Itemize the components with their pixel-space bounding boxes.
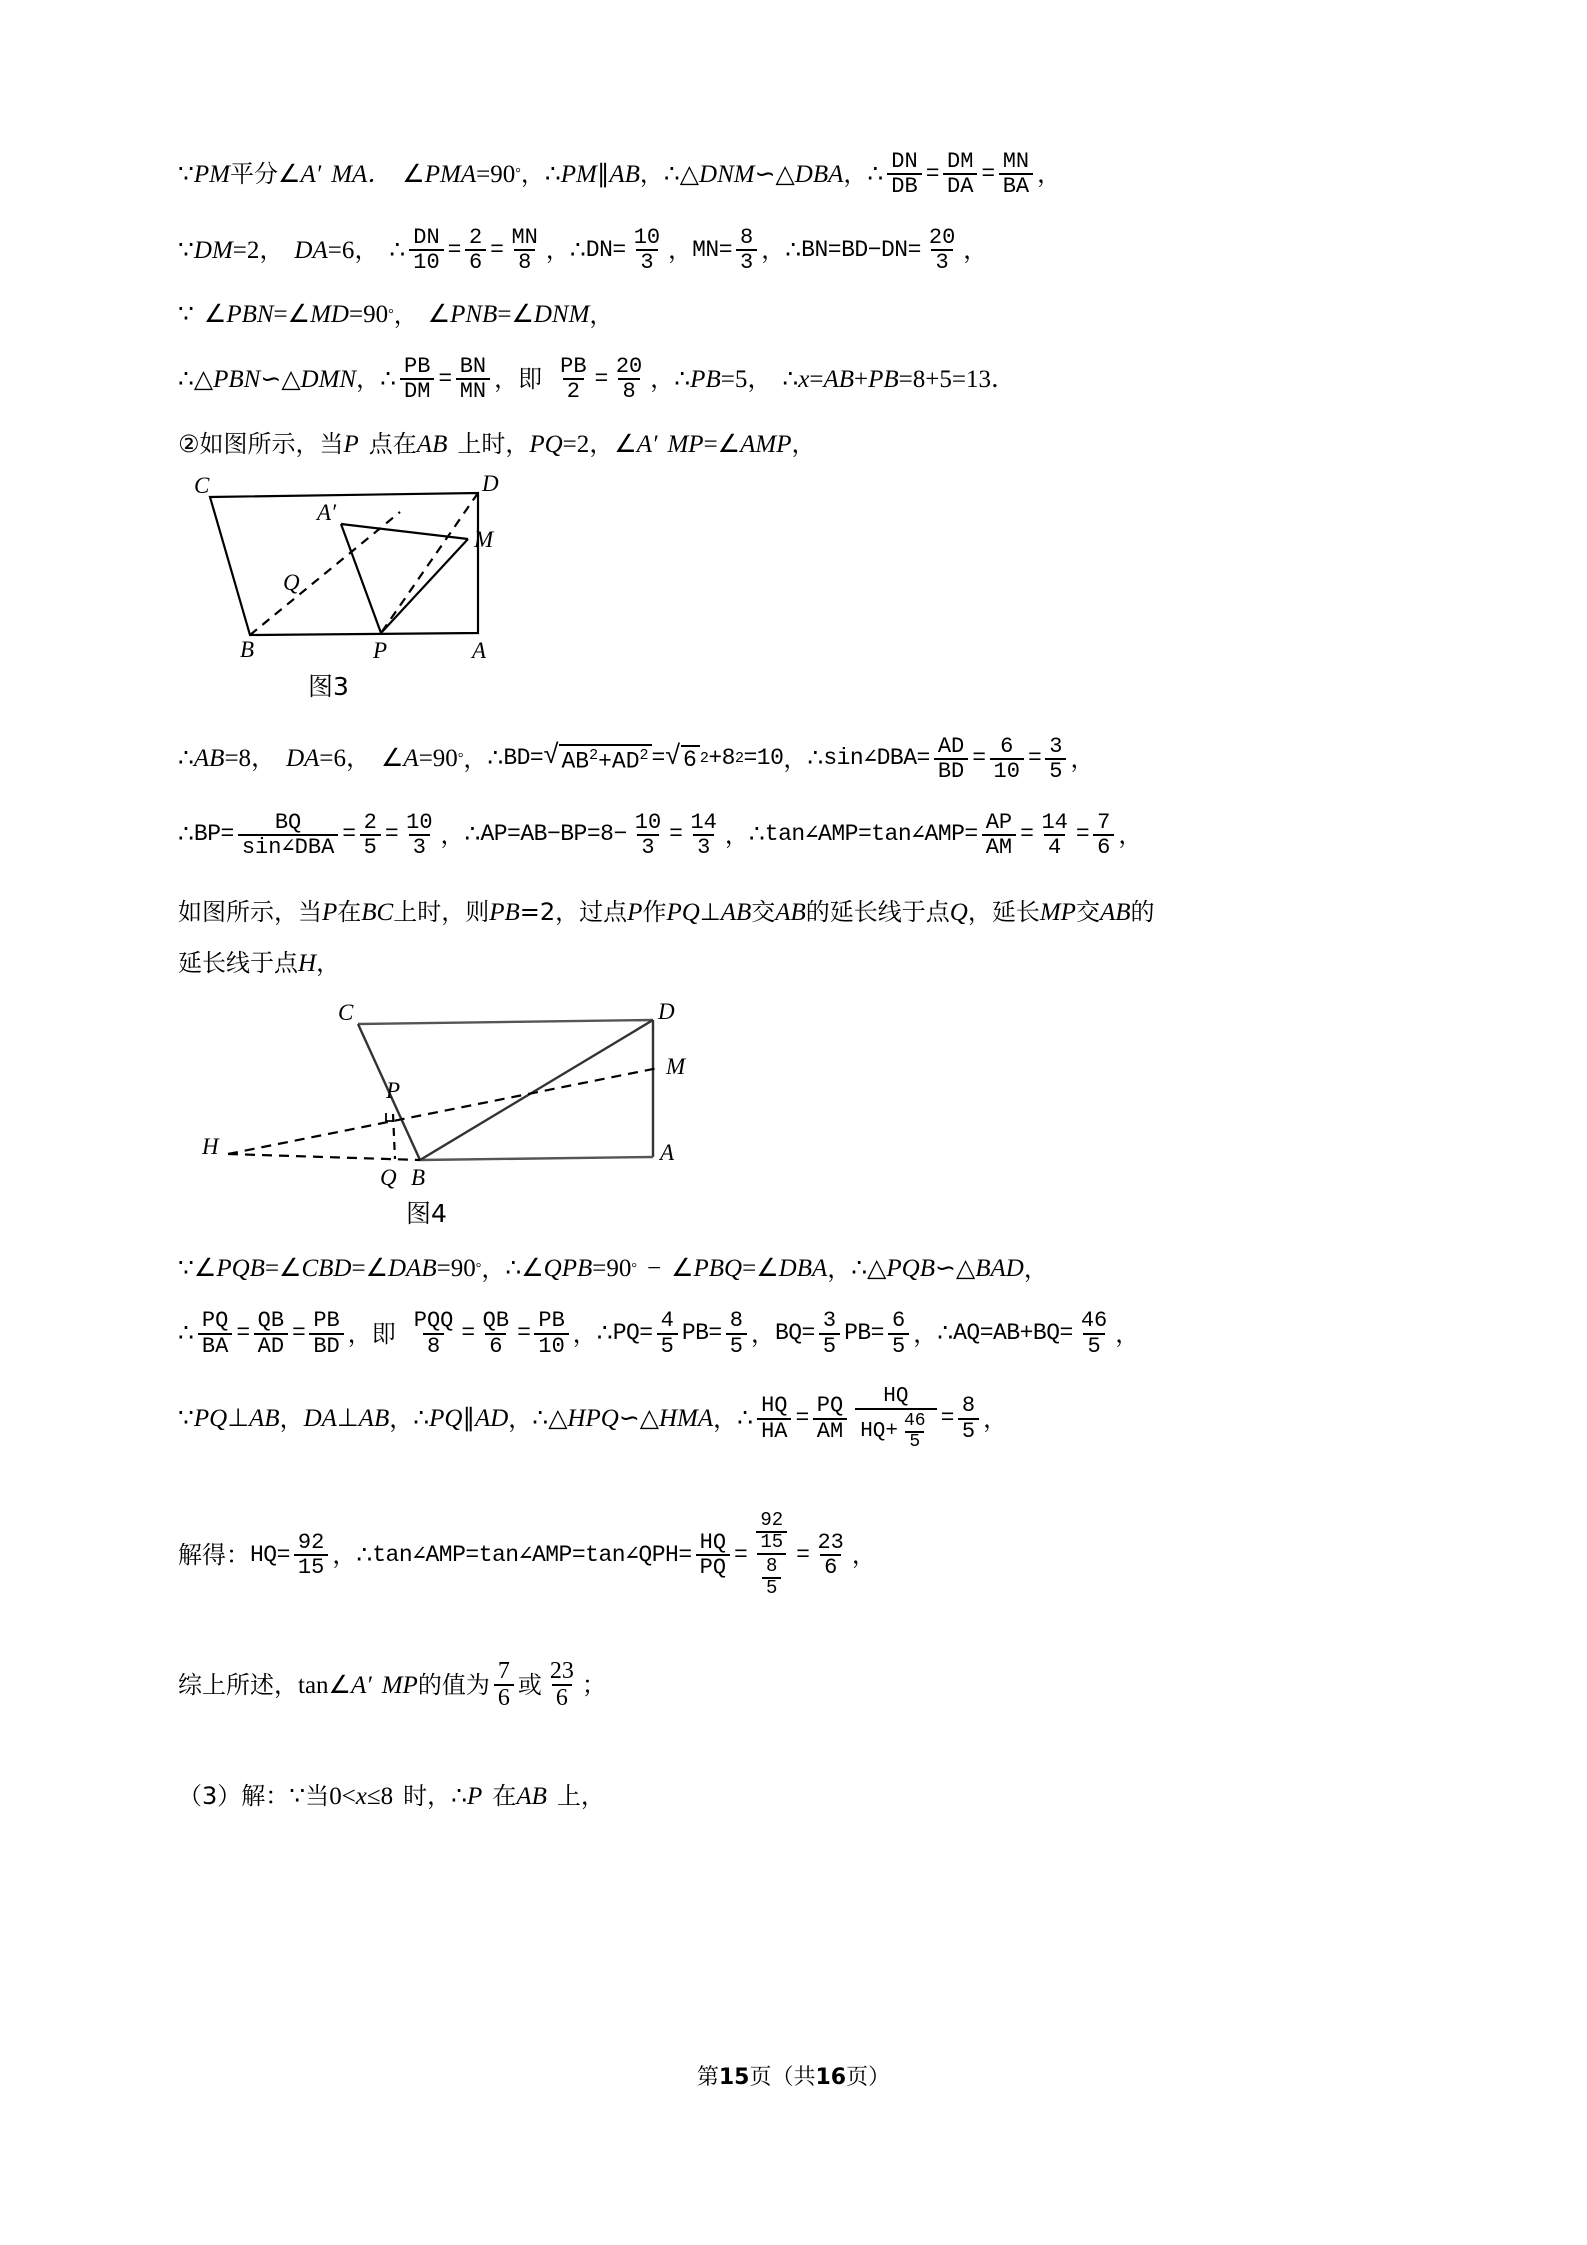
math-line-5-item2: ② 如图所示，当 P 点在 AB 上时， PQ =2， ∠ A ′ MP = ∠ AMP ， bbox=[178, 430, 816, 459]
math-line-2: ∵ DM =2， DA =6， ∴ $\frac{DN}{10}$ = $\frac{2}{6}$ = $\frac{MN}{8}$ ， ∴ DN= $\frac{10}{3}$ ， MN= $\frac{8}{3}$ ， ∴ BN=BD−DN= $\frac{20}{3}$ ， bbox=[178, 225, 988, 276]
fraction-qb-ad: $\frac{QB}{AD}$ bbox=[254, 1309, 288, 1357]
fraction-23-6b: $\frac{23}{6}$ bbox=[549, 1658, 574, 1712]
figure-4-label-C: C bbox=[338, 1002, 354, 1026]
fraction-hq-pq: $\frac{HQ}{PQ}$ bbox=[696, 1531, 730, 1579]
inner-fraction-46-5: $\frac{46}{5}$ bbox=[904, 1410, 926, 1452]
fraction-7-6b: $\frac{7}{6}$ bbox=[494, 1659, 514, 1711]
fraction-2-5: $\frac{2}{5}$ bbox=[360, 811, 381, 859]
fraction-pb-10: $\frac{PB}{10}$ bbox=[534, 1309, 568, 1357]
math-line-1: ∵ PM 平分 ∠ A ′ MA． ∠ PMA =90 ° ， ∴ PM ∥ AB ， ∴ △ DNM ∽ △ DBA ， ∴ $\frac{DN}{DB}$ = $\frac{DM}{DA}$ = $\frac{MN}{BA}$ ， bbox=[178, 149, 1062, 200]
figure-3-label-P: P bbox=[373, 637, 388, 663]
fraction-6-10: $\frac{6}{10}$ bbox=[990, 735, 1024, 783]
footer-page-total: 16 bbox=[815, 2065, 847, 2090]
fraction-qb-6: $\frac{QB}{6}$ bbox=[482, 1308, 510, 1359]
fraction-ap-am: $\frac{AP}{AM}$ bbox=[982, 811, 1016, 859]
figure-3-label-A: A bbox=[472, 637, 487, 663]
fraction-dn-10: $\frac{DN}{10}$ bbox=[409, 226, 443, 274]
fraction-3-5: $\frac{3}{5}$ bbox=[1045, 735, 1066, 783]
fraction-mn-ba: $\frac{MN}{BA}$ bbox=[999, 150, 1033, 198]
radical-6: √ 6 bbox=[665, 745, 700, 772]
math-line-7: ∴ BP= $\frac{BQ}{\text{sin∠DBA}}$ = $\frac{2}{5}$ = $\frac{10}{3}$ ， ∴ AP=AB−BP=8− $\frac{10}{3}$ = $\frac{14}{3}$ ， ∴ tan∠AMP=tan∠AMP= $\frac{AP}{AM}$ = $\frac{14}{4}$ = $\frac{7}{6}$ ， bbox=[178, 809, 1143, 860]
figure-4-label-A: A bbox=[660, 1140, 675, 1166]
fraction-2-6: $\frac{2}{6}$ bbox=[465, 226, 486, 274]
math-line-15-part3: （3）解： ∵ 当 0< x ≤8 时， ∴ P 在 AB 上， bbox=[178, 1782, 605, 1811]
math-line-4: ∴ △ PBN ∽ △ DMN ， ∴ $\frac{PB}{DM}$ = $\frac{BN}{MN}$ ， 即 $\frac{PB}{2}$ = $\frac{20}{8}$ ， ∴ PB =5， ∴ x = AB + PB =8+5=13． bbox=[178, 354, 1016, 405]
math-line-3: ∵ ∠ PBN = ∠ MD =90 ° ， ∠ PNB = ∠ DNM ， bbox=[178, 300, 614, 329]
figure-4-label-P: P bbox=[386, 1078, 401, 1104]
figure-3-drawing bbox=[178, 475, 598, 665]
fraction-hq-ha: $\frac{HQ}{HA}$ bbox=[757, 1394, 791, 1442]
figure-3-label-D: D bbox=[482, 474, 499, 496]
fraction-8-3: $\frac{8}{3}$ bbox=[736, 226, 757, 274]
fraction-pqq-8: $\frac{\text{PQQ}}{8}$ bbox=[413, 1308, 454, 1359]
math-line-11: ∴ $\frac{PQ}{BA}$ = $\frac{QB}{AD}$ = $\frac{PB}{BD}$ ， 即 $\frac{\text{PQQ}}{8}$ = $\frac{QB}{6}$ = $\frac{PB}{10}$ ， ∴ PQ= $\frac{4}{5}$ PB= $\frac{8}{5}$ ， BQ= $\frac{3}{5}$ PB= $\frac{6}{5}$ ， ∴ AQ=AB+BQ= $\frac{46}{5}$ ， bbox=[178, 1308, 1140, 1359]
paragraph-extend-to-h: 延长线于点H， bbox=[178, 948, 341, 977]
footer-page-number: 15 bbox=[718, 2065, 750, 2090]
fraction-46-5: $\frac{46}{5}$ bbox=[1080, 1308, 1108, 1359]
figure-4-drawing bbox=[188, 1002, 748, 1192]
figure-3-label-B: B bbox=[240, 636, 255, 662]
figure-4-label-B: B bbox=[411, 1165, 426, 1191]
fraction-8-5b: $\frac{8}{5}$ bbox=[958, 1394, 979, 1442]
fraction-dn-db: $\frac{DN}{DB}$ bbox=[887, 150, 921, 198]
fraction-pb-bd: $\frac{PB}{BD}$ bbox=[309, 1309, 343, 1357]
fraction-7-6: $\frac{7}{6}$ bbox=[1093, 811, 1114, 859]
footer-page-of-suffix: 页） bbox=[846, 2065, 891, 2090]
fraction-3-5b: $\frac{3}{5}$ bbox=[819, 1309, 840, 1357]
page-footer bbox=[0, 2060, 1587, 2091]
fraction-8-5: $\frac{8}{5}$ bbox=[726, 1309, 747, 1357]
math-line-10: ∵ ∠ PQB = ∠ CBD = ∠ DAB =90 ° ， ∴ ∠ QPB =90 ° − ∠ PBQ = ∠ DBA ， ∴ △ PQB ∽ △ BAD ， bbox=[178, 1254, 1048, 1283]
fraction-pq-ba: $\frac{PQ}{BA}$ bbox=[198, 1309, 232, 1357]
fraction-pb-dm: $\frac{PB}{DM}$ bbox=[400, 355, 434, 403]
fraction-4-5: $\frac{4}{5}$ bbox=[657, 1309, 678, 1357]
figure-4-label-H: H bbox=[202, 1134, 219, 1160]
compound-fraction-92-15-over-8-5 bbox=[751, 1511, 792, 1599]
fraction-mn-8: $\frac{MN}{8}$ bbox=[511, 225, 538, 276]
fraction-pq-am: $\frac{PQ}{AM}$ bbox=[813, 1394, 847, 1442]
fraction-14-4: $\frac{14}{4}$ bbox=[1041, 809, 1068, 860]
page-content bbox=[178, 150, 1408, 1837]
fraction-20-3: $\frac{20}{3}$ bbox=[928, 225, 956, 276]
footer-page-label: 第 bbox=[696, 2065, 719, 2090]
figure-4-caption: 图4 bbox=[406, 1199, 447, 1229]
fraction-dm-da: $\frac{DM}{DA}$ bbox=[943, 150, 977, 198]
inner-fraction-8-5: $\frac{8}{5}$ bbox=[762, 1557, 781, 1599]
figure-4 bbox=[188, 1002, 1408, 1230]
fraction-92-15: $\frac{92}{15}$ bbox=[294, 1531, 328, 1579]
figure-3-label-A-prime: A′ bbox=[317, 499, 337, 525]
paragraph-p-on-bc: 如图所示，当P在BC上时，则PB=2，过点P作PQ⊥AB交AB的延长线于点Q，延长MP交AB的 bbox=[178, 897, 1155, 926]
fraction-20-8: $\frac{20}{8}$ bbox=[615, 354, 643, 405]
fraction-bn-mn: $\frac{BN}{MN}$ bbox=[456, 355, 490, 403]
fraction-6-5: $\frac{6}{5}$ bbox=[888, 1309, 909, 1357]
figure-3 bbox=[178, 475, 1408, 703]
math-line-13-solved: 解得： HQ= $\frac{92}{15}$ ， ∴ tan∠AMP=tan∠AMP=tan∠QPH= $\frac{HQ}{PQ}$ = $\frac{\frac{92}{15}}{\frac{8}{5}}$ = $\frac{23}{6}$ ， bbox=[178, 1509, 876, 1600]
figure-3-label-C: C bbox=[194, 474, 210, 498]
fraction-bq-sin-dba: $\frac{BQ}{\text{sin∠DBA}}$ bbox=[238, 811, 338, 859]
figure-3-label-M: M bbox=[474, 526, 494, 552]
figure-4-label-M: M bbox=[666, 1054, 686, 1080]
figure-3-label-Q: Q bbox=[283, 569, 300, 595]
math-line-14-conclusion: 综上所述， tan∠ A ′ MP 的值为 $\frac{7}{6}$ 或 $\frac{23}{6}$ ； bbox=[178, 1658, 606, 1712]
fraction-ad-bd: $\frac{AD}{BD}$ bbox=[934, 735, 968, 783]
fraction-10-3: $\frac{10}{3}$ bbox=[633, 225, 661, 276]
fraction-23-6: $\frac{23}{6}$ bbox=[817, 1530, 844, 1581]
inner-fraction-92-15: $\frac{92}{15}$ bbox=[756, 1511, 787, 1553]
fraction-pb-2: $\frac{PB}{2}$ bbox=[560, 354, 587, 405]
math-line-12: ∵ PQ ⊥ AB ， DA ⊥ AB ， ∴ PQ ∥ AD ， ∴ △ HPQ ∽ △ HMA ， ∴ $\frac{HQ}{HA}$ = $\frac{PQ}{AM}$ HQ HQ+ $\frac{46}{5}$ = $\frac{8}{5}$ ， bbox=[178, 1384, 1008, 1452]
math-line-6: ∴ AB =8， DA =6， ∠ A =90 ° ， ∴ BD= √ $AB^2+AD^2$ = √ 6 2 +8 2 =10 ， ∴ sin ∠ DBA = $\frac{AD}{BD}$ = $\frac{6}{10}$ = $\frac{3}{5}$ ， bbox=[178, 733, 1095, 784]
figure-3-caption: 图3 bbox=[308, 671, 349, 701]
radical-ab2-ad2: √ $AB^2+AD^2$ bbox=[543, 744, 651, 774]
fraction-10-3c: $\frac{10}{3}$ bbox=[634, 809, 662, 860]
fraction-10-3b: $\frac{10}{3}$ bbox=[406, 809, 433, 860]
compound-fraction-hq-over-hq-plus-46-5: HQ HQ+ $\frac{46}{5}$ bbox=[855, 1386, 936, 1452]
figure-4-label-Q: Q bbox=[380, 1165, 397, 1191]
footer-page-of-prefix: 页（共 bbox=[749, 2065, 816, 2090]
fraction-14-3: $\frac{14}{3}$ bbox=[690, 809, 717, 860]
figure-4-label-D: D bbox=[658, 1002, 675, 1025]
